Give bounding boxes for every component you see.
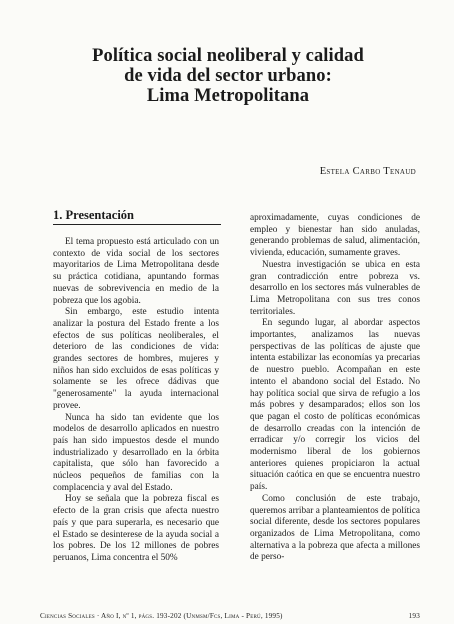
paragraph: Nunca ha sido tan evidente que los modelos de desarrollo aplicados en nuestro país han sido impuestos desde el mundo industrializado y desarrollado en la órbita capitalista, que sólo han favorecido a núcleos pequeños de familias con la complacencia y aval del Estado. — [53, 412, 219, 493]
page-footer — [40, 612, 420, 620]
paragraph: Nuestra investigación se ubica en esta gran contradicción entre pobreza vs. desarrollo en los sectores más vulnerables de Lima Metropolitana con sus tres conos territoriales. — [250, 259, 420, 317]
article-title — [40, 46, 416, 106]
paragraph: El tema propuesto está articulado con un contexto de vida social de los sectores mayoritarios de Lima Metropolitana desde su práctica cotidiana, apuntando formas nuevas de sobrevivencia en medio de la pobreza que los agobia. — [53, 237, 219, 306]
title-line-3: Lima Metropolitana — [146, 86, 310, 106]
left-column — [53, 237, 219, 565]
title-line-2: de vida del sector urbano: — [124, 66, 332, 86]
paragraph: Sin embargo, este estudio intenta analizar la postura del Estado frente a los efectos de sus políticas neoliberales, el deterioro de las condiciones de vida: grandes sectores de hombres, mujeres y niños han sido excluidos de esas políticas y solamente se les ofrece dádivas que "generosamente" la ayuda internacional provee. — [53, 307, 219, 411]
paragraph: En segundo lugar, al abordar aspectos importantes, analizamos las nuevas perspectivas de las políticas de ajuste que intenta estabilizar las economías ya precarias de nuestro pueblo. Acompañan en este intento el abandono social del Estado. No hay política social que sirva de refugio a los más pobres y desamparados; ellos son los que pagan el costo de políticas económicas de desarrollo creadas con la intención de erradicar y/o corregir los vicios del modernismo liberal de los gobiernos anteriores quienes propiciaron la actual situación caótica en que se encuentra nuestro país. — [250, 318, 420, 493]
paragraph: aproximadamente, cuyas condiciones de empleo y bienestar han sido anuladas, generando problemas de salud, alimentación, vivienda, educación, sumamente graves. — [250, 213, 420, 259]
section-heading: 1. Presentación — [53, 208, 221, 225]
author-name: Estela Carbo Tenaud — [319, 166, 416, 177]
page-number: 193 — [408, 612, 420, 620]
paragraph: Hoy se señala que la pobreza fiscal es efecto de la gran crisis que afecta nuestro país y que para superarla, es necesario que el Estado se desinterese de la ayuda social a los pobres. De los 12 millones de pobres peruanos, Lima concentra el 50% — [53, 494, 219, 563]
paragraph: Como conclusión de este trabajo, queremos arribar a planteamientos de política social diferente, desde los sectores populares organizados de Lima Metropolitana, como alternativa a la pobreza que afecta a millones de perso- — [250, 493, 420, 563]
right-column — [250, 213, 420, 564]
journal-citation: Ciencias Sociales · Año I, nº 1, págs. 193-202 (Unmsm/Fcs, Lima - Perú, 1995) — [40, 612, 283, 620]
title-line-1: Política social neoliberal y calidad — [92, 46, 364, 66]
